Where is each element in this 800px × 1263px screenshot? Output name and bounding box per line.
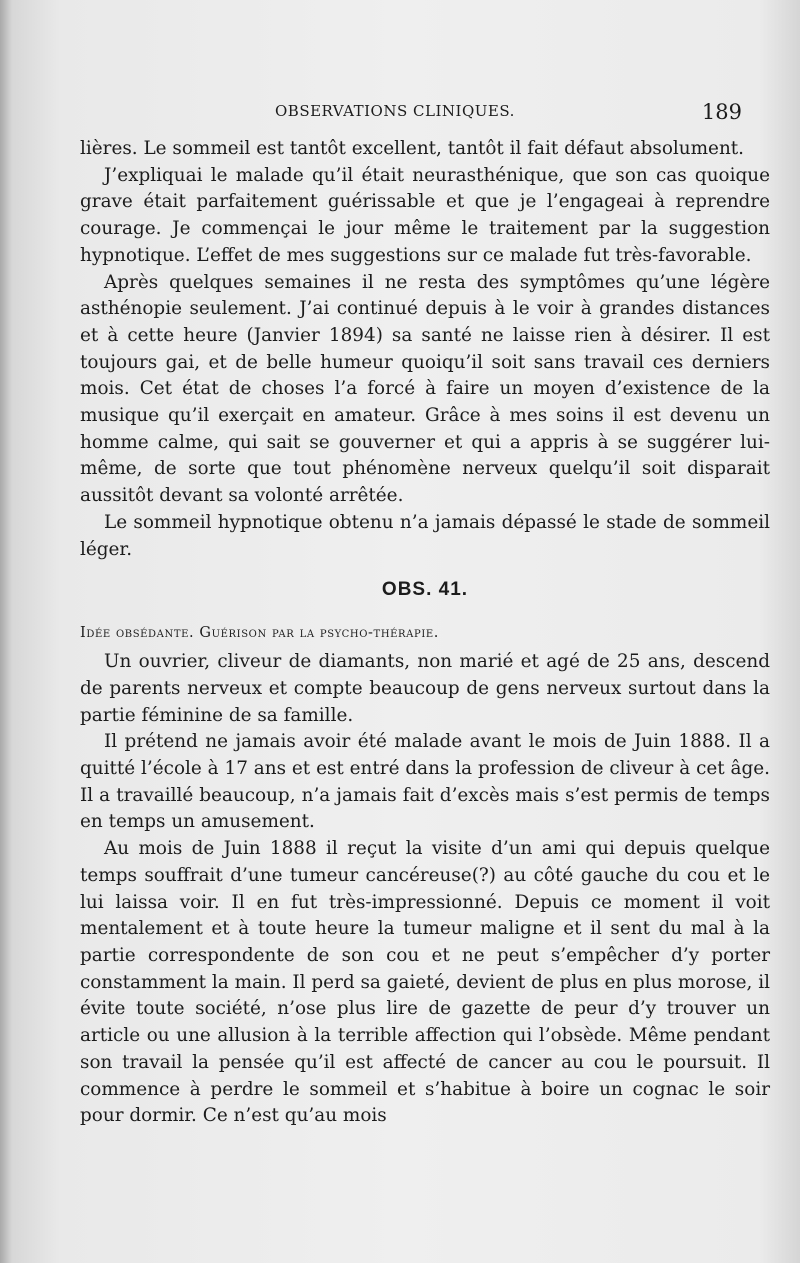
paragraph: Le sommeil hypnotique obtenu n’a jamais dépassé le stade de sommeil léger. bbox=[80, 511, 770, 560]
paragraph: Au mois de Juin 1888 il reçut la visite d’un ami qui depuis quelque temps souffrait d’une tumeur cancéreuse(?) au côté gauche du cou et le lui laissa voir. Il en fut très-impressionné. Depuis ce moment il voit mentalement et à toute heure la tumeur maligne et il sent du mal à la partie correspondente de son cou et ne peut s’empêcher d’y porter constamment la main. Il perd sa gaieté, devient de plus en plus morose, il évite toute société, n’ose plus lire de gazette de peur d’y trouver un article ou une allusion à la terrible affection qui l’obsède. Même pendant son travail la pensée qu’il est affecté de cancer au cou le poursuit. Il commence à perdre le sommeil et s’habitue à boire un cognac le soir pour dormir. Ce n’est qu’au mois bbox=[80, 838, 770, 1127]
paragraph: Après quelques semaines il ne resta des symptômes qu’une légère asthénopie seulement. J’ai continué depuis à le voir à grandes distances et à cette heure (Janvier 1894) sa santé ne laisse rien à désirer. Il est toujours gai, et de belle humeur quoiqu’il soit sans travail ces derniers mois. Cet état de choses l’a forcé à faire un moyen d’existence de la musique qu’il exerçait en amateur. Grâce à mes soins il est devenu un homme calme, qui sait se gouverner et qui a appris à se suggérer lui-même, de sorte que tout phénomène nerveux quelqu’il soit disparait aussitôt devant sa volonté arrêtée. bbox=[80, 271, 770, 507]
observation-title: OBS. 41. bbox=[381, 579, 469, 601]
observation-subtitle: Idée obsédante. Guérison par la psycho-thérapie. bbox=[80, 625, 439, 642]
running-head: OBSERVATIONS CLINIQUES. bbox=[275, 102, 515, 120]
page-text bbox=[80, 92, 770, 1130]
page-number: 189 bbox=[701, 100, 742, 124]
paragraph: J’expliquai le malade qu’il était neurasthénique, que son cas quoique grave était parfaitement guérissable et que je l’engageai à reprendre courage. Je commençai le jour même le traitement par la suggestion hypnotique. L’effet de mes suggestions sur ce malade fut très-favorable. bbox=[80, 164, 770, 266]
paragraph: lières. Le sommeil est tantôt excellent, tantôt il fait défaut absolument. bbox=[80, 138, 745, 159]
paragraph: Un ouvrier, cliveur de diamants, non marié et agé de 25 ans, descend de parents nerveux et compte beaucoup de gens nerveux surtout dans la partie féminine de sa famille. bbox=[80, 651, 770, 726]
paragraph: Il prétend ne jamais avoir été malade avant le mois de Juin 1888. Il a quitté l’école à 17 ans et est entré dans la profession de cliveur à cet âge. Il a travaillé beaucoup, n’a jamais fait d’excès mais s’est permis de temps en temps un amusement. bbox=[80, 731, 770, 833]
page-header bbox=[80, 92, 770, 136]
